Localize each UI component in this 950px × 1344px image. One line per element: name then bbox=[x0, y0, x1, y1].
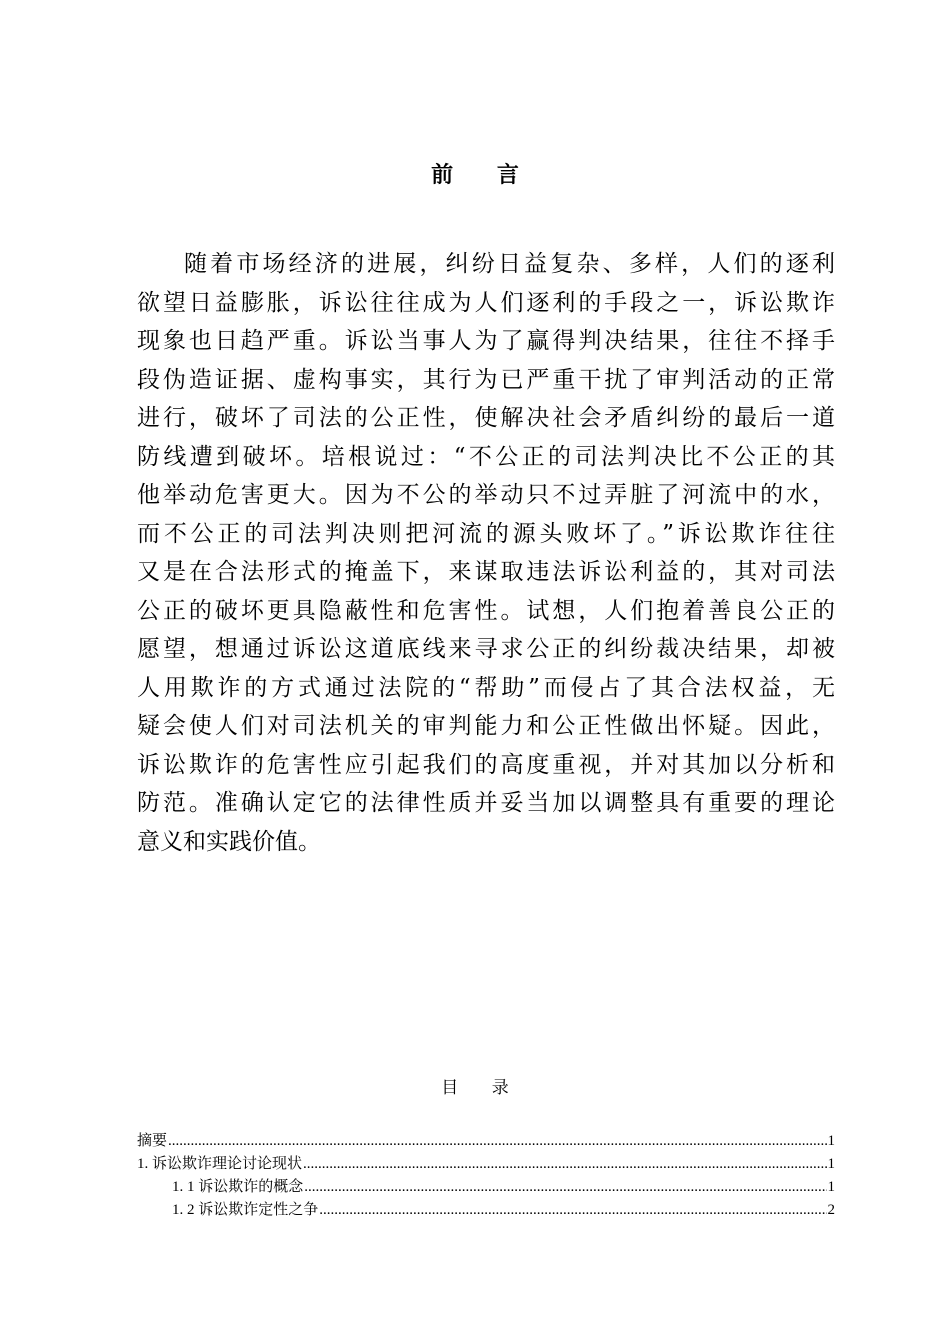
toc-leader-dots bbox=[168, 1130, 826, 1153]
preface-line: 诉讼欺诈的危害性应引起我们的高度重视，并对其加以分析和 bbox=[137, 751, 835, 778]
preface-line: 随着市场经济的进展，纠纷日益复杂、多样，人们的逐利 bbox=[184, 251, 835, 277]
preface-line: 人用欺诈的方式通过法院的“帮助”而侵占了其合法权益，无 bbox=[137, 674, 835, 701]
toc-entry-label: 1. 1 诉讼欺诈的概念 bbox=[172, 1179, 304, 1195]
toc-entry-abstract[interactable] bbox=[137, 1130, 835, 1153]
table-of-contents bbox=[137, 1130, 835, 1222]
preface-line: 又是在合法形式的掩盖下，来谋取违法诉讼利益的，其对司法 bbox=[137, 559, 835, 585]
toc-entry-section-1[interactable] bbox=[137, 1153, 835, 1176]
toc-title: 目 录 bbox=[441, 1078, 523, 1098]
preface-line: 愿望，想通过诉讼这道底线来寻求公正的纠纷裁决结果，却被 bbox=[137, 636, 835, 662]
preface-line: 意义和实践价值。 bbox=[137, 828, 321, 855]
toc-entry-label: 1. 2 诉讼欺诈定性之争 bbox=[172, 1202, 319, 1218]
toc-page-number: 1 bbox=[827, 1179, 835, 1195]
preface-line: 他举动危害更大。因为不公的举动只不过弄脏了河流中的水， bbox=[137, 482, 835, 508]
preface-title: 前 言 bbox=[431, 163, 537, 188]
toc-page-number: 2 bbox=[827, 1202, 835, 1218]
preface-line: 防线遭到破坏。培根说过：“不公正的司法判决比不公正的其 bbox=[137, 443, 835, 470]
preface-line: 防范。准确认定它的法律性质并妥当加以调整具有重要的理论 bbox=[137, 790, 835, 816]
preface-body bbox=[137, 245, 835, 861]
toc-page-number: 1 bbox=[827, 1156, 835, 1172]
preface-line: 现象也日趋严重。诉讼当事人为了赢得判决结果，往往不择手 bbox=[137, 328, 835, 354]
toc-page-number: 1 bbox=[827, 1133, 835, 1149]
preface-line: 段伪造证据、虚构事实，其行为已严重干扰了审判活动的正常 bbox=[137, 366, 835, 393]
preface-line: 进行，破坏了司法的公正性，使解决社会矛盾纠纷的最后一道 bbox=[137, 405, 835, 431]
toc-leader-dots bbox=[319, 1199, 826, 1222]
toc-leader-dots bbox=[304, 1176, 826, 1199]
toc-leader-dots bbox=[303, 1153, 826, 1176]
toc-entry-section-1-1[interactable] bbox=[137, 1176, 835, 1199]
preface-line: 公正的破坏更具隐蔽性和危害性。试想，人们抱着善良公正的 bbox=[137, 597, 835, 624]
preface-line: 欲望日益膨胀，诉讼往往成为人们逐利的手段之一，诉讼欺诈 bbox=[137, 289, 835, 316]
toc-entry-label: 摘要 bbox=[137, 1133, 168, 1149]
toc-entry-section-1-2[interactable] bbox=[137, 1199, 835, 1222]
preface-line: 疑会使人们对司法机关的审判能力和公正性做出怀疑。因此， bbox=[137, 713, 835, 739]
preface-line: 而不公正的司法判决则把河流的源头败坏了。”诉讼欺诈往往 bbox=[137, 520, 835, 547]
toc-entry-label: 1. 诉讼欺诈理论讨论现状 bbox=[137, 1156, 303, 1172]
